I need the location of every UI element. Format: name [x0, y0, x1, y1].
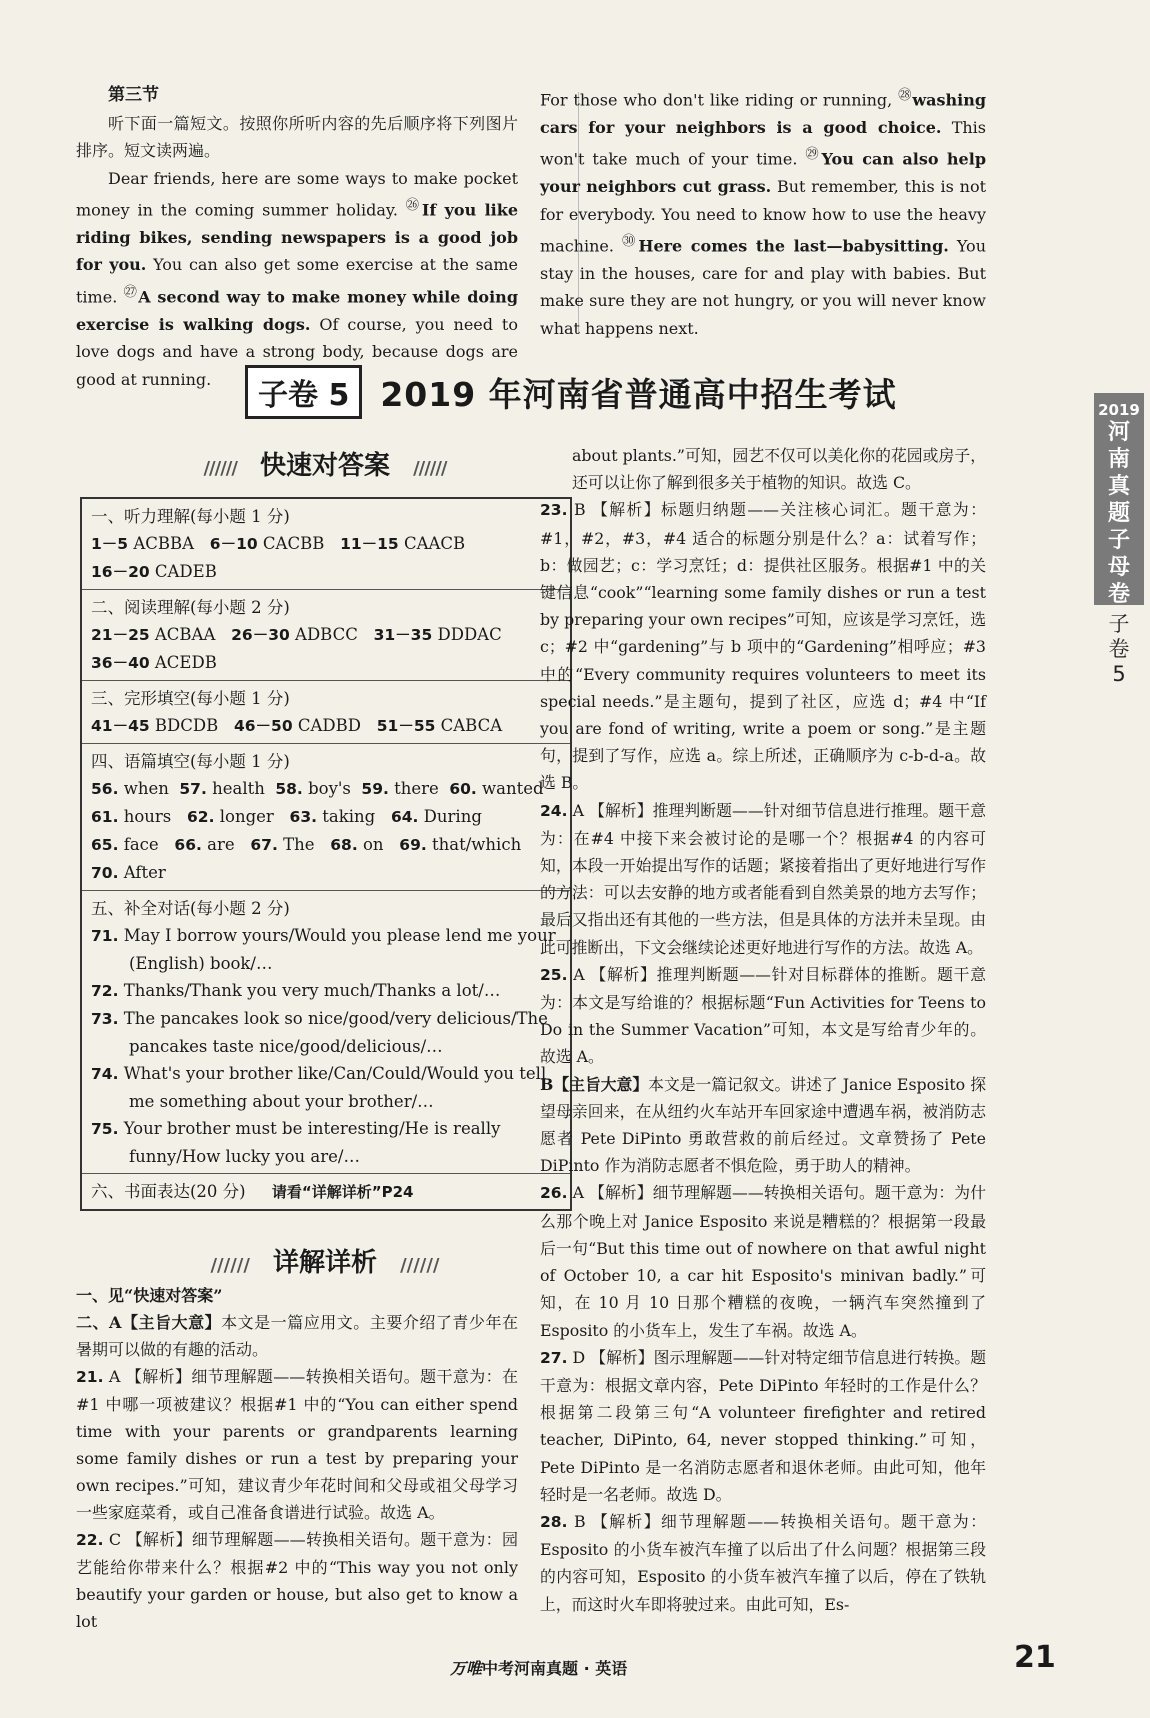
explanation-text: B 【解析】标题归纳题——关注核心词汇。题干意为：#1，#2，#3，#4 适合的标题分别是什么？a：试着写作；b：做园艺；c：学习烹饪；d：提供社区服务。根据#1 中的关键信息“cook”“learning some family dishes or run a test by preparing your own recipes”可知，应该是学习烹饪，选 c；#2 中“gardening”与 b 项中的“Gardening”相呼应；#3 中的“Every community requires volunteers to meet its special needs.”是主题句，提到了社区，应选 d；#4 中“If you are fond of writing, write a poem or song.”是主题句，提到了写作，应选 a。综上所述，正确顺序为 c-b-d-a。故选 B。 [540, 500, 986, 793]
answer-word: are [207, 835, 235, 854]
explanation-text: A 【解析】推理判断题——针对目标群体的推断。题干意为：本文是写给谁的？根据标题“Fun Activities for Teens to Do in the Summer Vacation”可知，本文是写给青少年的。故选 A。 [540, 964, 986, 1067]
answer-text: What's your brother like/Can/Could/Would you tell me something about your brother/… [123, 1064, 547, 1111]
answer-line [91, 831, 561, 859]
explanation-26 [540, 1179, 986, 1343]
passage-paragraph [76, 165, 518, 394]
explanation-left-column [76, 1282, 518, 1635]
side-tab-char: 卷 [1107, 582, 1130, 607]
answer-key: ADBCC [295, 625, 358, 644]
answer-section-fill-in [82, 744, 570, 891]
instruction-text: 听下面一篇短文。按照你所听内容的先后顺序将下列图片排序。短文读两遍。 [76, 113, 518, 160]
exam-banner [245, 368, 925, 416]
marker-29: ㉙ [805, 147, 822, 163]
question-number: 25. [540, 965, 568, 984]
answer-key: DDDAC [437, 625, 502, 644]
range-label: 36－40 [91, 654, 150, 672]
answer-line [91, 621, 561, 649]
answer-line [91, 803, 561, 831]
range-label: 21－25 [91, 626, 150, 644]
explanation-text: B 【解析】细节理解题——转换相关语句。题干意为：Esposito 的小货车被汽车撞了以后出了什么问题？根据第三段的内容可知，Esposito 的小货车被汽车撞了以后，停在了铁轨上，而这时火车即将驶过来。由此可知，Es- [540, 1511, 986, 1614]
side-tab [1094, 393, 1144, 605]
answer-sentence-29: You can also help your neighbors cut grass. [540, 149, 986, 197]
answer-word: that/which [432, 835, 522, 854]
explanation-text: A 【解析】推理判断题——针对细节信息进行推理。题干意为：在#4 中接下来会被讨论的是哪一个？根据#4 的内容可知，本段一开始提出写作的话题；紧接着指出了更好地进行写作的方法：可以去安静的地方或者能看到自然美景的地方去写作；最后又指出还有其他的一些方法，但是具体的方法并未呈现。由此可推断出，下文会继续论述更好地进行写作的方法。故选 A。 [540, 800, 986, 957]
item-number: 67. [250, 836, 278, 854]
marker-28: ㉘ [898, 88, 913, 103]
question-number: 27. [540, 1348, 568, 1367]
answer-text: The pancakes look so nice/good/very delicious/The pancakes taste nice/good/delicious/… [123, 1009, 548, 1056]
side-tab-char: 真 [1107, 474, 1130, 499]
answer-section-cloze [82, 681, 570, 744]
item-number: 59. [361, 780, 389, 798]
exam-title: 2019 年河南省普通高中招生考试 [380, 374, 897, 414]
explanation-27 [540, 1344, 986, 1508]
explanation-right-column [540, 442, 986, 1618]
answer-line [91, 775, 561, 803]
heading-decoration: ////// [210, 1255, 250, 1276]
explanation-text: A 【解析】细节理解题——转换相关语句。题干意为：在#1 中哪一项被建议？根据#1 中的“You can either spend time with your parents or grandparents learning some family dishes or run a test by preparing your own recipes.”可知，建议青少年花时间和父母或祖父母学习一些家庭菜肴，或自己准备食谱进行试验。故选 A。 [76, 1367, 518, 1522]
item-number: 69. [399, 836, 427, 854]
answer-section-dialogue [82, 891, 570, 1174]
passage-a-summary [76, 1309, 518, 1363]
passage-text: You can also get some exercise at the same time. [76, 255, 518, 307]
item-number: 62. [187, 808, 215, 826]
section-heading: 四、语篇填空(每小题 1 分) [91, 752, 290, 771]
answer-key: ACBAA [154, 625, 216, 644]
range-label: 1－5 [91, 535, 129, 553]
answer-section-writing [82, 1174, 570, 1209]
item-number: 64. [390, 808, 419, 826]
side-tab-char: 南 [1107, 447, 1130, 472]
answer-word: health [212, 779, 265, 798]
answer-key: CABCA [440, 716, 503, 735]
answer-key: ACEDB [154, 653, 217, 672]
answer-sentence-27: A second way to make money while doing exercise is walking dogs. [76, 287, 519, 334]
section-heading: 二、阅读理解(每小题 2 分) [91, 598, 290, 617]
item-number: 68. [330, 836, 358, 854]
item-number: 74. [91, 1065, 119, 1083]
question-number: 22. [76, 1531, 104, 1549]
question-number: 21. [76, 1368, 104, 1386]
subpaper-tag: 子卷 5 [245, 365, 362, 419]
answer-key: CAACB [403, 534, 466, 553]
page-number: 21 [1014, 1640, 1056, 1675]
answer-word: longer [219, 807, 274, 826]
summary-label: 二、A【主旨大意】 [76, 1313, 222, 1332]
item-number: 73. [91, 1010, 119, 1028]
passage-b-summary [540, 1071, 986, 1180]
answer-word: The [283, 835, 315, 854]
answer-word: During [423, 807, 482, 826]
section-heading: 五、补全对话(每小题 2 分) [91, 899, 290, 918]
answer-key: CADBD [297, 716, 361, 735]
answer-word: when [123, 779, 169, 798]
explanation-text: C 【解析】细节理解题——转换相关语句。题干意为：园艺能给你带来什么？根据#2 中的“This way you not only beautify your garden or house, but also get to know a lot [76, 1530, 518, 1631]
dialogue-answer [91, 977, 561, 1005]
passage-text: Dear friends, here are some ways to make pocket money in the coming summer holiday. [76, 168, 518, 220]
answer-sentence-30: Here comes the last—babysitting. [638, 236, 949, 256]
answer-word: there [394, 779, 439, 798]
answer-section-reading [82, 590, 570, 681]
answer-line [91, 530, 561, 558]
answer-word: on [362, 835, 384, 854]
answer-text: Thanks/Thank you very much/Thanks a lot/… [123, 981, 501, 1000]
marker-30: ㉚ [622, 234, 639, 250]
answer-key: CADEB [154, 562, 217, 581]
passage-text: You stay in the houses, care for and play with babies. But make sure they are not hungry, or you will never know what happens next. [540, 236, 986, 338]
summary-text: 本文是一篇应用文。主要介绍了青少年在暑期可以做的有趣的活动。 [76, 1313, 518, 1359]
explanation-text: A 【解析】细节理解题——转换相关语句。题干意为：为什么那个晚上对 Janice Esposito 来说是糟糕的？根据第一段最后一句“But this time out of nowhere on that awful night of October 10, a car hit Esposito's minivan badly.”可知，在 10 月 10 日那个糟糕的夜晚，一辆汽车突然撞到了 Esposito 的小货车上，发生了车祸。故选 A。 [540, 1183, 986, 1340]
passage-text: Of course, you need to love dogs and have a strong body, because dogs are good at running. [76, 314, 518, 389]
listening-section-3 [76, 82, 518, 393]
item-number: 63. [289, 808, 318, 826]
side-tab-char: 河 [1107, 420, 1130, 445]
question-number: 26. [540, 1184, 568, 1203]
explanation-24 [540, 797, 986, 961]
side-sub-number: 5 [1112, 662, 1126, 686]
item-number: 61. [91, 808, 119, 826]
marker-26: ㉖ [405, 198, 422, 213]
answer-sentence-26: If you like riding bikes, sending newspapers is a good job for you. [76, 200, 518, 275]
detail-heading [80, 1242, 570, 1279]
side-subpaper-label [1094, 612, 1144, 687]
quick-answers-heading [80, 445, 570, 482]
section-heading: 三、完形填空(每小题 1 分) [91, 689, 290, 708]
passage-text: For those who don't like riding or running, [540, 90, 899, 110]
item-number: 56. [91, 780, 119, 798]
range-label: 6－10 [209, 535, 258, 553]
book-title: 中考河南真题 · 英语 [482, 1659, 628, 1678]
range-label: 51－55 [376, 717, 436, 735]
answer-line [91, 859, 561, 887]
summary-text: 本文是一篇记叙文。讲述了 Janice Esposito 探望母亲回来，在从纽约火车站开车回家途中遭遇车祸，被消防志愿者 Pete DiPinto 勇敢营救的前后经过。文章赞扬了 Pete DiPinto 作为消防志愿者不惧危险，勇于助人的精神。 [540, 1074, 987, 1176]
writing-line [91, 1178, 561, 1206]
dialogue-answer [91, 1005, 561, 1060]
item-number: 72. [91, 982, 119, 1000]
dialogue-answer [91, 922, 561, 977]
section-heading: 一、听力理解(每小题 1 分) [91, 507, 290, 526]
heading-decoration: ////// [413, 458, 447, 479]
range-label: 11－15 [340, 535, 399, 553]
answer-line [91, 712, 561, 740]
question-number: 23. [540, 501, 568, 520]
explanation-text: D 【解析】图示理解题——针对特定细节信息进行转换。题干意为：根据文章内容，Pete DiPinto 年轻时的工作是什么？根据第二段第三句“A volunteer firefighter and retired teacher, DiPinto, 64, never stopped thinking.”可知，Pete DiPinto 是一名消防志愿者和退休老师。由此可知，他年轻时是一名老师。故选 D。 [540, 1347, 986, 1504]
explanation-21 [76, 1363, 518, 1526]
range-label: 41－45 [91, 717, 150, 735]
question-number: 28. [540, 1512, 568, 1531]
answer-word: wanted [482, 779, 544, 798]
heading-decoration: ////// [400, 1255, 440, 1276]
answer-key: CACBB [262, 534, 325, 553]
item-number: 60. [449, 780, 477, 798]
dialogue-answer [91, 1060, 561, 1115]
side-sub-char: 卷 [1108, 637, 1130, 661]
answer-sentence-28: washing cars for your neighbors is a good choice. [540, 90, 987, 137]
quick-answers-title: 快速对答案 [259, 451, 390, 481]
passage-text: This won't take much of your time. [540, 117, 986, 169]
side-sub-char: 子 [1108, 612, 1130, 636]
answer-word: After [123, 863, 166, 882]
summary-label: B【主旨大意】 [540, 1074, 649, 1094]
item-number: 65. [91, 836, 119, 854]
answer-key: BDCDB [154, 716, 219, 735]
answer-text: May I borrow yours/Would you please lend me your (English) book/… [123, 926, 556, 973]
item-number: 71. [91, 927, 119, 945]
answer-section-listening [82, 499, 570, 590]
explanation-22-continued: about plants.”可知，园艺不仅可以美化你的花园或房子，还可以让你了解到很多关于植物的知识。故选 C。 [572, 446, 986, 493]
detail-title: 详解详析 [272, 1248, 377, 1278]
answer-word: boy's [308, 779, 351, 798]
answer-word: taking [322, 807, 376, 826]
brand-logo: 万唯 [450, 1659, 483, 1678]
side-tab-year: 2019 [1098, 401, 1140, 419]
answer-word: face [123, 835, 159, 854]
page-footer [450, 1656, 627, 1679]
answer-key: ACBBA [133, 534, 195, 553]
explanation-line: 一、见“快速对答案” [76, 1286, 223, 1305]
answer-text: Your brother must be interesting/He is really funny/How lucky you are/… [123, 1119, 501, 1166]
writing-reference: 请看“详解详析”P24 [271, 1183, 414, 1201]
listening-passage-continued [540, 82, 986, 342]
answer-word: hours [123, 807, 172, 826]
dialogue-answer [91, 1115, 561, 1170]
answer-box [80, 497, 572, 1211]
range-label: 26－30 [231, 626, 290, 644]
side-tab-char: 题 [1107, 501, 1130, 526]
explanation-22 [76, 1526, 518, 1635]
item-number: 70. [91, 864, 119, 882]
heading-decoration: ////// [203, 458, 237, 479]
item-number: 66. [174, 836, 202, 854]
marker-27: ㉗ [123, 284, 139, 300]
section-heading: 六、书面表达(20 分) [91, 1182, 246, 1201]
range-label: 46－50 [233, 717, 293, 735]
answer-line [91, 649, 561, 677]
question-number: 24. [540, 801, 568, 820]
answer-line [91, 558, 561, 586]
range-label: 31－35 [373, 626, 433, 644]
item-number: 75. [91, 1120, 119, 1138]
explanation-23 [540, 496, 986, 796]
item-number: 58. [275, 780, 303, 798]
item-number: 57. [179, 780, 207, 798]
section-title: 第三节 [108, 85, 159, 105]
range-label: 16－20 [91, 563, 150, 581]
side-tab-char: 母 [1107, 555, 1130, 580]
explanation-25 [540, 961, 986, 1071]
passage-text: But remember, this is not for everybody. You need to know how to use the heavy machine. [540, 177, 987, 256]
explanation-28 [540, 1508, 986, 1618]
passage-paragraph [540, 82, 986, 342]
side-tab-char: 子 [1107, 528, 1130, 553]
